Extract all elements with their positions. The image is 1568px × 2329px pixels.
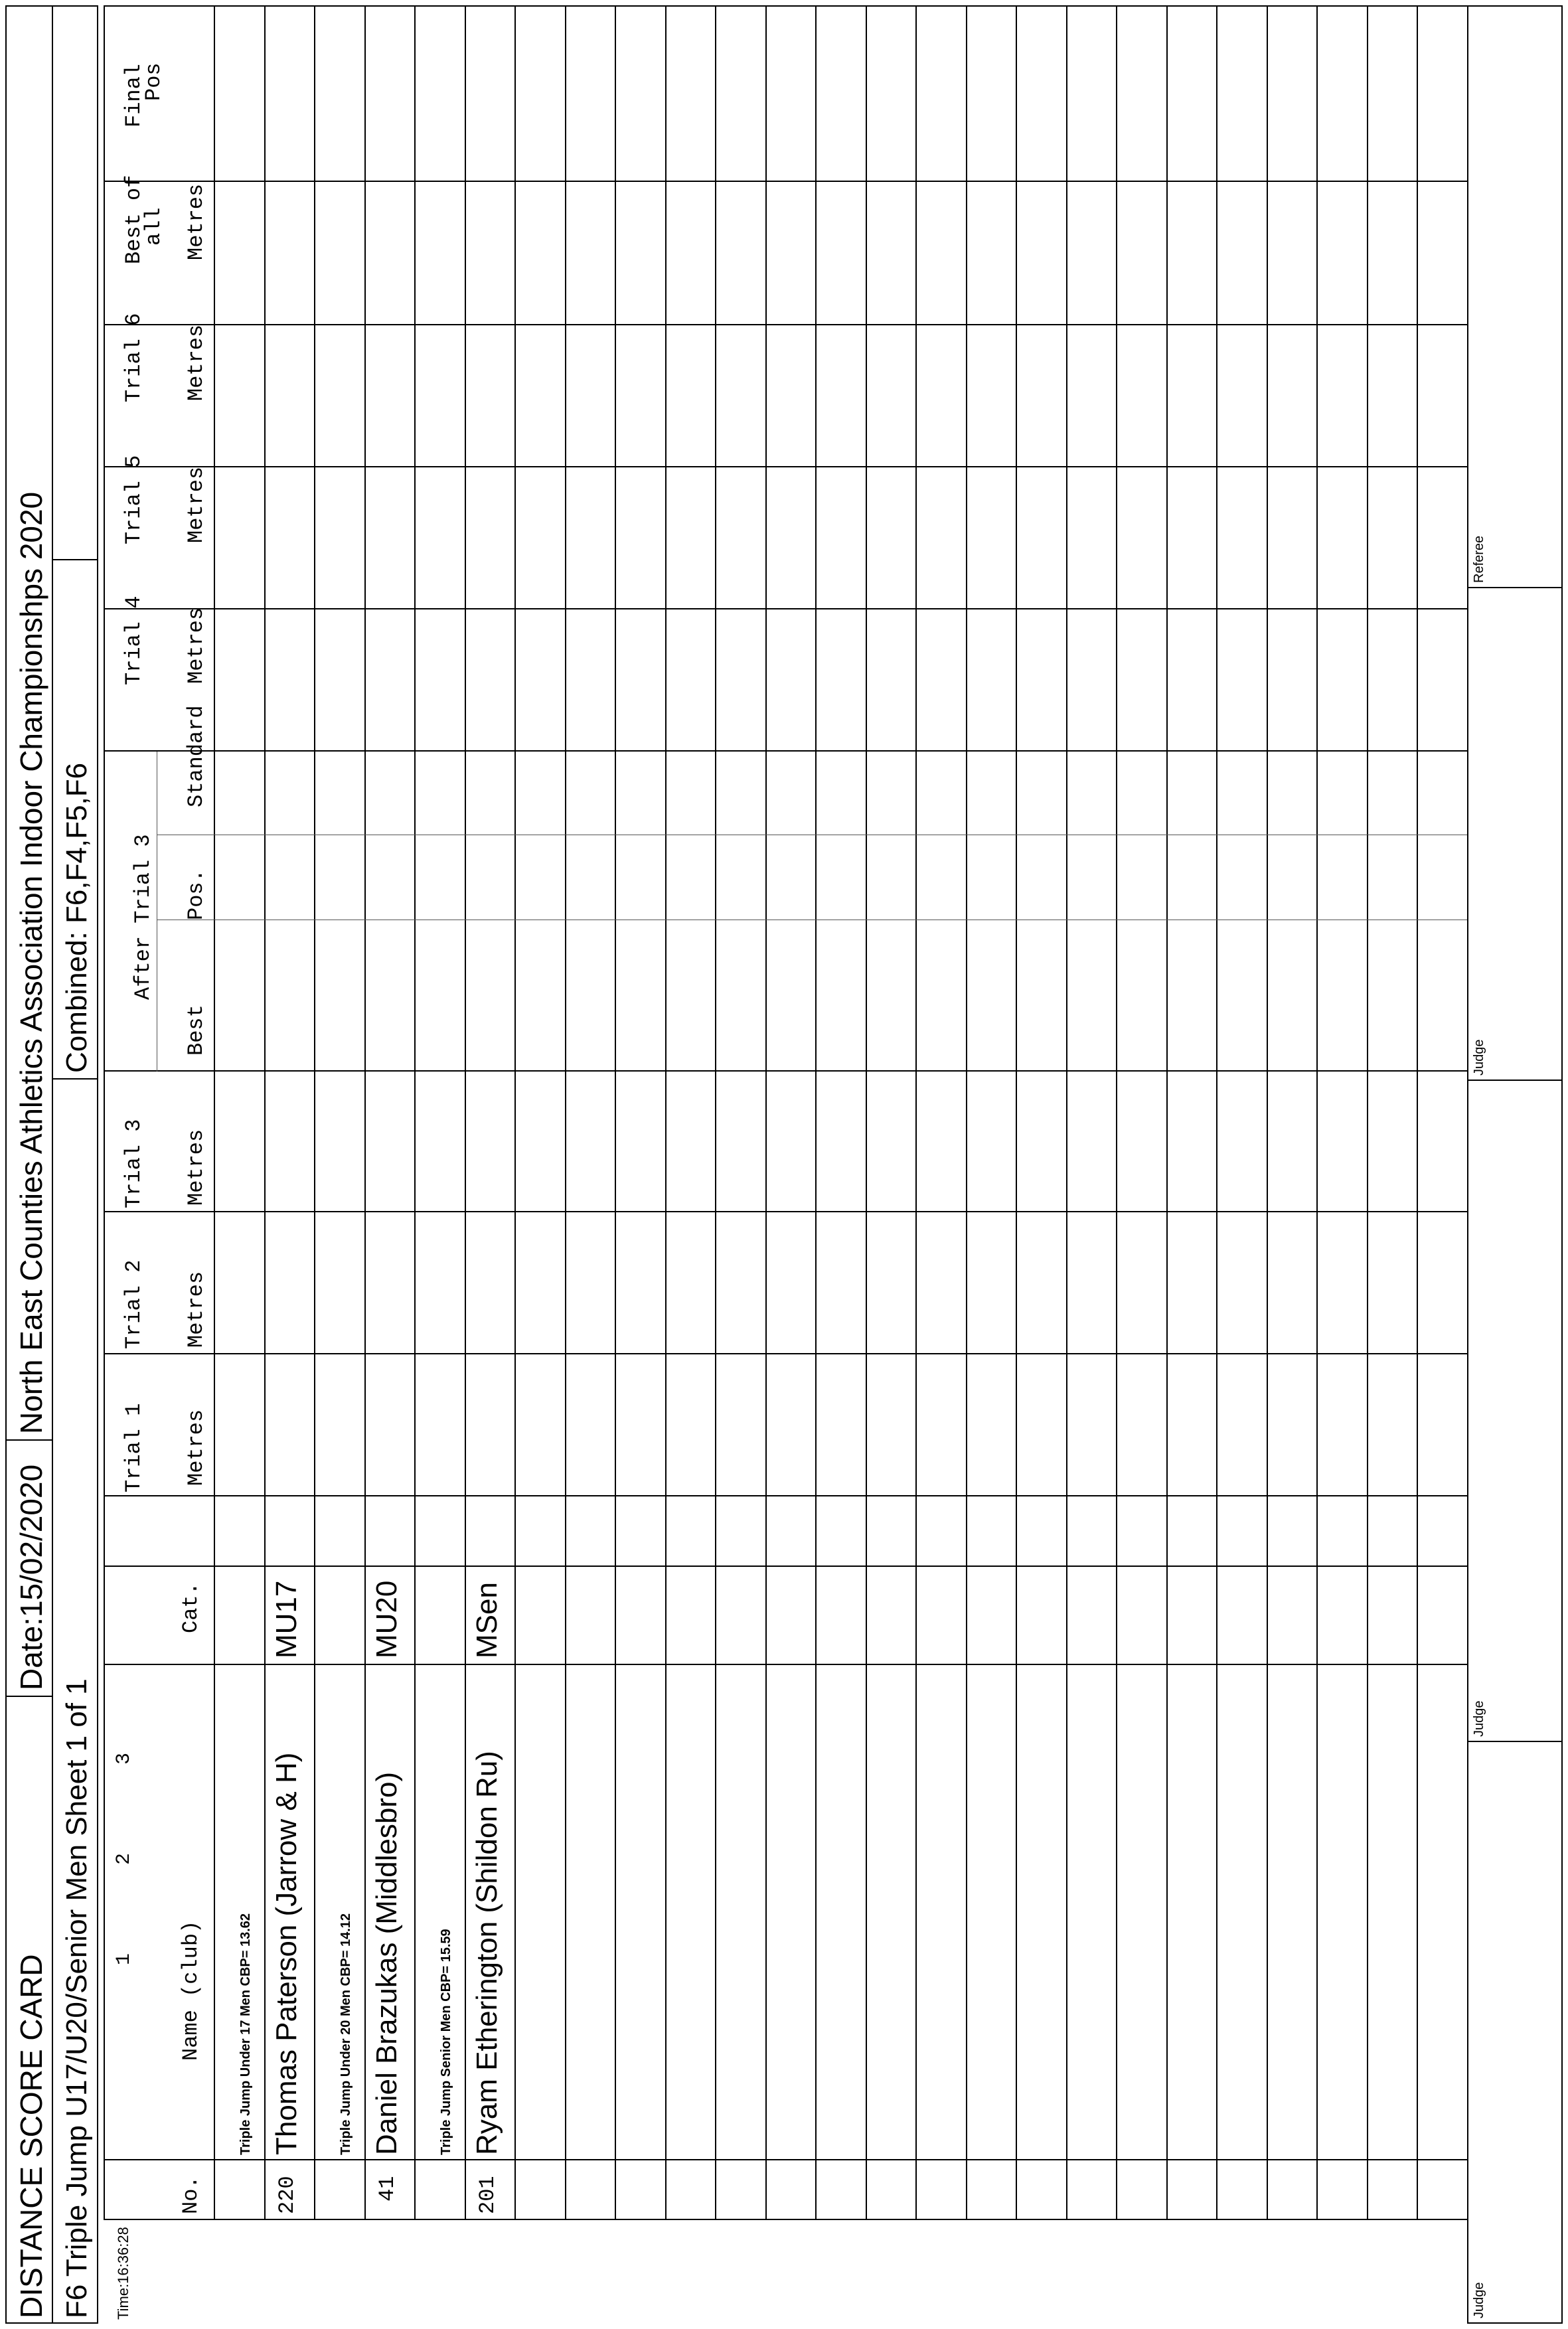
grid-row-line-16	[966, 5, 967, 2220]
grid-col-line-1	[104, 2159, 1467, 2160]
judge-label-2: Judge	[1472, 1700, 1486, 1737]
header-trial4: Trial 4	[121, 596, 146, 685]
header-cat: Cat.	[179, 1582, 203, 1633]
grid-col-line-10	[104, 466, 1467, 467]
header-trial4-unit: Metres	[184, 607, 208, 684]
header-after-pos: Pos.	[184, 869, 208, 920]
grid-top-border	[104, 5, 105, 2220]
grid-row-line-2	[264, 5, 266, 2220]
grid-row-line-17	[1016, 5, 1017, 2220]
grid-row-line-21	[1216, 5, 1217, 2220]
group-label-sen: Triple Jump Senior Men CBP= 15.59	[439, 1929, 453, 2155]
grid-row-line-4	[364, 5, 366, 2220]
athlete-cat-201: MSen	[471, 1582, 503, 1658]
grid-row-line-25	[1417, 5, 1418, 2220]
header-trial2-unit: Metres	[184, 1271, 208, 1348]
grid-row-line-5	[414, 5, 416, 2220]
grid-col-line-8	[104, 750, 1467, 752]
grid-row-line-6	[465, 5, 466, 2220]
header-trial2: Trial 2	[121, 1259, 146, 1349]
group-label-u20: Triple Jump Under 20 Men CBP= 14.12	[339, 1913, 353, 2155]
grid-right-border	[104, 5, 1467, 7]
header-trial6: Trial 6	[121, 313, 146, 402]
championship-name: North East Counties Athletics Association Indoor Championshps 2020	[14, 491, 48, 1434]
grid-col-line-9	[104, 608, 1467, 609]
athlete-cat-41: MU20	[370, 1580, 403, 1658]
grid-row-line-20	[1166, 5, 1168, 2220]
row-index-2: 2	[113, 1852, 135, 1865]
grid-row-line-13	[815, 5, 817, 2220]
header-best-all-1: Best of	[121, 175, 146, 264]
combined-events: Combined: F6,F4,F5,F6	[60, 762, 93, 1073]
grid-row-line-24	[1367, 5, 1368, 2220]
grid-row-line-22	[1267, 5, 1268, 2220]
grid-col-line-2	[104, 1664, 1467, 1665]
grid-row-line-10	[665, 5, 666, 2220]
header-trial5: Trial 5	[121, 455, 146, 544]
header-best-all-2: all	[141, 207, 166, 246]
grid-col-line-6	[104, 1211, 1467, 1212]
row-index-1: 1	[113, 1953, 135, 1965]
grid-col-line-5	[104, 1353, 1467, 1354]
judge-label-3: Judge	[1472, 1039, 1486, 1076]
grid-col-line-4	[104, 1495, 1467, 1496]
header-final-pos: Pos	[141, 62, 166, 101]
athlete-no-201: 201	[475, 2176, 500, 2214]
header-name: Name (club)	[179, 1920, 203, 2061]
grid-row-line-18	[1066, 5, 1067, 2220]
athlete-no-220: 220	[275, 2176, 299, 2214]
grid-left-border	[104, 2219, 1467, 2220]
grid-row-line-19	[1116, 5, 1117, 2220]
header-after-best: Best	[184, 1004, 208, 1056]
athlete-cat-220: MU17	[270, 1580, 303, 1658]
header-no: No.	[179, 2176, 203, 2214]
group-label-u17: Triple Jump Under 17 Men CBP= 13.62	[238, 1913, 253, 2155]
grid-row-line-14	[866, 5, 867, 2220]
grid-col-line-12	[104, 181, 1467, 182]
header-after-standard: Standard	[184, 705, 208, 807]
header-best-all-unit: Metres	[184, 183, 208, 260]
event-title: F6 Triple Jump U17/U20/Senior Men Sheet 1 of 1	[60, 1678, 93, 2318]
judge-label-1: Judge	[1472, 2282, 1486, 2318]
athlete-name-201: Ryam Etherington (Shildon Ru)	[471, 1751, 503, 2155]
grid-row-line-1	[214, 5, 215, 2220]
header-trial5-unit: Metres	[184, 466, 208, 543]
referee-label: Referee	[1472, 535, 1486, 583]
grid-row-line-8	[565, 5, 566, 2220]
card-title: DISTANCE SCORE CARD	[14, 1954, 48, 2318]
grid-row-line-12	[765, 5, 767, 2220]
grid-col-line-7	[104, 1070, 1467, 1072]
date-label: Date:15/02/2020	[14, 1464, 48, 1690]
grid-row-line-15	[915, 5, 917, 2220]
signature-strip	[1467, 5, 1563, 2324]
grid-row-line-7	[514, 5, 516, 2220]
grid-row-line-3	[314, 5, 315, 2220]
grid-row-line-11	[715, 5, 716, 2220]
header-trial3-unit: Metres	[184, 1129, 208, 1206]
print-time: Time:16:36:28	[115, 2227, 131, 2320]
grid-col-line-3	[104, 1566, 1467, 1567]
header-trial6-unit: Metres	[184, 324, 208, 401]
grid-row-line-9	[615, 5, 616, 2220]
header-final: Final	[121, 63, 146, 127]
header-trial3: Trial 3	[121, 1119, 146, 1208]
athlete-name-220: Thomas Paterson (Jarrow & H)	[270, 1752, 303, 2155]
grid-col-line-11	[104, 324, 1467, 325]
athlete-no-41: 41	[375, 2176, 400, 2202]
header-trial1: Trial 1	[121, 1403, 146, 1492]
header-after-trial3: After Trial 3	[131, 834, 155, 1000]
grid-row-line-23	[1316, 5, 1318, 2220]
row-index-3: 3	[113, 1752, 135, 1765]
athlete-name-41: Daniel Brazukas (Middlesbro)	[370, 1771, 403, 2155]
header-trial1-unit: Metres	[184, 1409, 208, 1486]
